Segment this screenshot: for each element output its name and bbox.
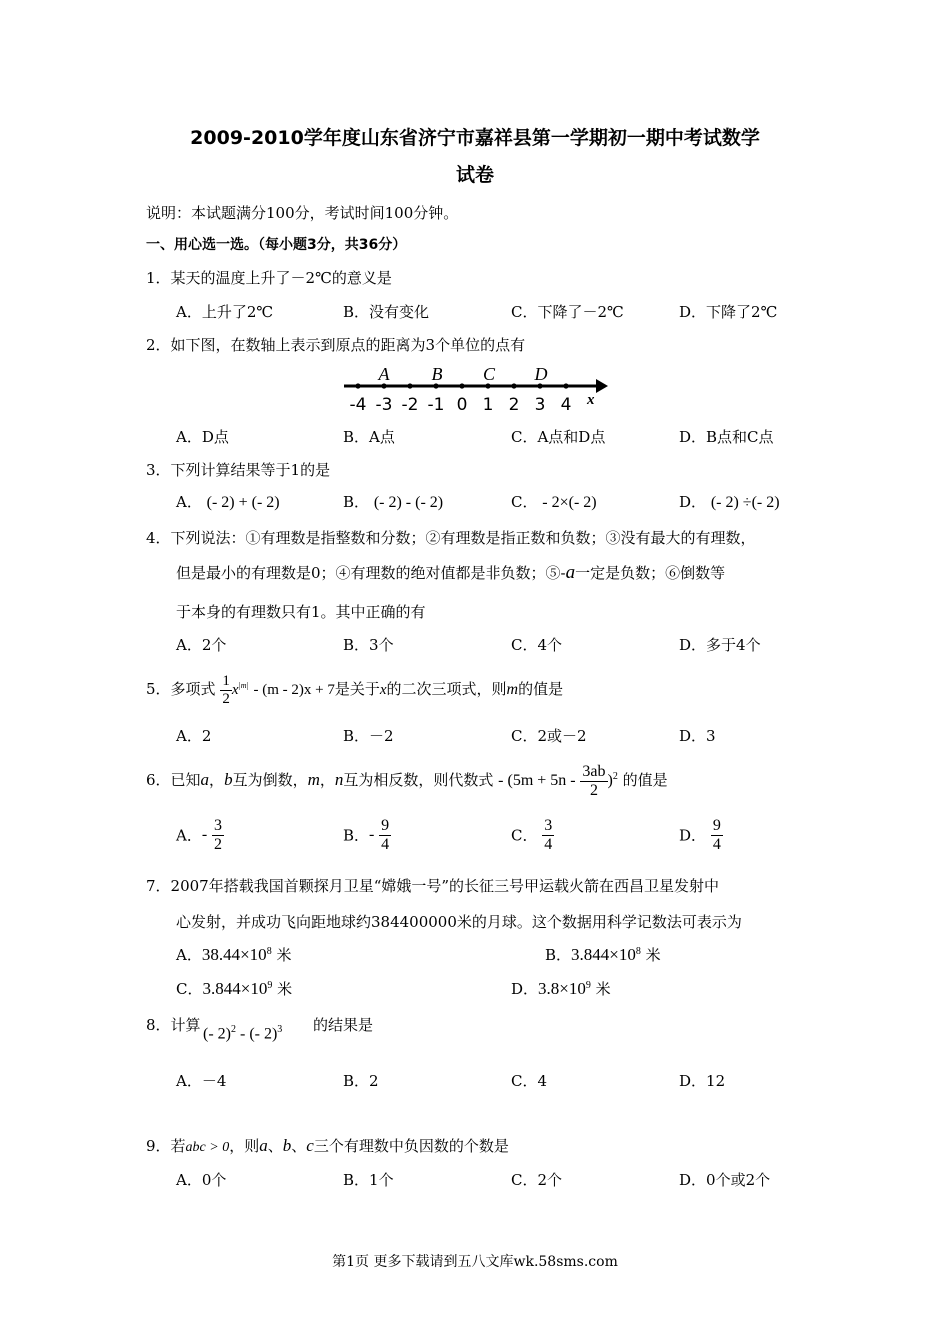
q6-t2: 互为相反数，则代数式 [343, 771, 494, 789]
q6-exp: 2 [612, 771, 618, 782]
q9-option-d: D．0个或2个 [679, 1171, 771, 1189]
q6-b-label: B． [343, 826, 370, 845]
q7-a-label: A． [176, 946, 202, 964]
tick-mark [537, 383, 542, 388]
question-7-line2: 心发射，并成功飞向距地球约384400000米的月球。这个数据用科学记数法可表示为 [176, 913, 742, 931]
q4-option-a: A．2个 [176, 636, 227, 654]
question-4-line1: 4．下列说法：①有理数是指整数和分数；②有理数是指正数和负数；③没有最大的有理数， [146, 529, 756, 547]
q5-post: 的值是 [518, 680, 564, 698]
question-9-stem [146, 1135, 509, 1156]
q2-option-b: B．A点 [343, 428, 395, 446]
page-title-line2: 试卷 [455, 164, 494, 186]
q3-option-b [343, 491, 443, 512]
q2-option-a: A．D点 [176, 428, 229, 446]
q5-var-m: m [506, 681, 519, 698]
q8-option-b: B．2 [343, 1072, 379, 1090]
axis-label-x: x [587, 392, 595, 408]
page-footer: 第1页 更多下载请到五八文库wk.58sms.com [332, 1254, 618, 1270]
q3-option-d [679, 491, 780, 512]
question-5-stem [146, 666, 563, 710]
question-4-line3: 于本身的有理数只有1。其中正确的有 [176, 603, 426, 621]
q3-d-label: D． [679, 493, 707, 511]
q9-var-b: b [282, 1136, 292, 1155]
q5-x: x [231, 682, 239, 698]
q6-c-label: C． [511, 826, 538, 845]
q8-option-a: A．－4 [176, 1072, 227, 1090]
q9-mid: ，则 [229, 1137, 260, 1155]
q7-option-c [176, 978, 292, 999]
tick-label: 1 [482, 395, 494, 414]
q7-c-label: C． [176, 980, 203, 998]
q8-op: - [235, 1025, 250, 1043]
q9-option-a: A．0个 [176, 1171, 227, 1189]
q6-var-m: m [307, 770, 320, 789]
question-8-post: 的结果是 [313, 1016, 374, 1034]
q7-b-base: 3.844×10 [571, 945, 636, 964]
question-7-line1: 7．2007年搭载我国首颗探月卫星“嫦娥一号”的长征三号甲运载火箭在西昌卫星发射中 [146, 877, 720, 895]
question-2-stem: 2．如下图，在数轴上表示到原点的距离为3个单位的点有 [146, 336, 526, 354]
q6-d-frac [711, 817, 723, 853]
q6-option-d [679, 817, 723, 853]
question-6-stem [146, 755, 668, 803]
q7-b-label: B． [545, 946, 572, 964]
q5-option-b: B．－2 [343, 727, 394, 745]
q6-sep: ， [209, 771, 225, 789]
tick-mark [485, 383, 490, 388]
q8-expr1: (- 2) [203, 1025, 231, 1043]
q7-a-base: 38.44×10 [201, 945, 267, 964]
q5-option-d: D．3 [679, 727, 716, 745]
q3-b-expr: (- 2) - (- 2) [373, 494, 444, 511]
q6-d-label: D． [679, 826, 707, 845]
q6-expr-pre: - (5m + 5n - [498, 772, 576, 789]
number-line-figure [340, 362, 620, 414]
q5-frac-num: 1 [222, 673, 230, 689]
q5-option-a: A．2 [176, 727, 212, 745]
q6-t1: 互为倒数， [232, 771, 308, 789]
q7-a-exp: 8 [266, 946, 272, 957]
point-label-A: A [378, 364, 390, 384]
q9-option-b: B．1个 [343, 1171, 394, 1189]
q8-exp1: 2 [230, 1024, 236, 1035]
tick-label: -2 [401, 395, 419, 414]
tick-label: 2 [508, 395, 520, 414]
q6-var-b: b [224, 770, 233, 789]
q6-a-sign: - [201, 826, 208, 844]
tick-mark [563, 383, 568, 388]
q7-c-unit: 米 [277, 980, 293, 998]
q6-a-num: 3 [213, 817, 222, 834]
q3-c-label: C． [511, 493, 538, 511]
tick-label: 0 [456, 395, 468, 414]
q7-d-label: D． [511, 980, 539, 998]
tick-label: -1 [427, 395, 445, 414]
q6-frac-den: 2 [589, 781, 598, 799]
q6-d-num: 9 [712, 817, 721, 834]
q9-option-c: C．2个 [511, 1171, 563, 1189]
q8-exp2: 3 [277, 1024, 283, 1035]
q4-option-b: B．3个 [343, 636, 394, 654]
q3-option-a [176, 491, 280, 512]
q2-option-c: C．A点和D点 [511, 428, 606, 446]
question-4-line2 [176, 562, 725, 584]
q7-option-b [545, 944, 661, 965]
q3-option-c [511, 491, 597, 512]
q5-var-x: x [379, 682, 387, 698]
q9-var-c: c [306, 1136, 314, 1155]
q7-c-exp: 9 [267, 980, 273, 991]
tick-mark [381, 383, 386, 388]
point-labels [378, 364, 548, 384]
q6-d-den: 4 [712, 835, 721, 853]
q5-option-c: C．2或－2 [511, 727, 587, 745]
q4-option-d: D．多于4个 [679, 636, 761, 654]
q8-option-c: C．4 [511, 1072, 548, 1090]
q2-option-d: D．B点和C点 [679, 428, 774, 446]
q6-frac-num: 3ab [582, 762, 606, 780]
tick-mark [511, 383, 516, 388]
q6-option-c [511, 817, 554, 853]
q9-cond: abc > 0 [185, 1140, 230, 1155]
q9-var-a: a [259, 1136, 268, 1155]
q6-expr-post: ) [607, 772, 613, 789]
q5-frac-den: 2 [222, 690, 230, 707]
q9-sep1: 、 [267, 1137, 283, 1155]
q8-expression [203, 1024, 282, 1043]
q4-line2-a: 但是最小的有理数是0；④有理数的绝对值都是非负数；⑤- [176, 564, 566, 582]
q9-sep2: 、 [291, 1137, 307, 1155]
point-label-D: D [534, 364, 548, 384]
tick-mark [407, 383, 412, 388]
question-3-stem: 3．下列计算结果等于1的是 [146, 461, 331, 479]
q3-a-label: A． [176, 493, 202, 511]
q3-b-label: B． [343, 493, 370, 511]
question-1-stem: 1．某天的温度上升了－2℃的意义是 [146, 269, 392, 287]
q1-option-b: B．没有变化 [343, 303, 430, 321]
q7-b-unit: 米 [645, 946, 661, 964]
q6-b-num: 9 [381, 817, 390, 834]
q5-exp: |m| [238, 681, 249, 690]
q5-pre: 5．多项式 [146, 680, 216, 698]
q7-b-exp: 8 [635, 946, 641, 957]
q6-b-den: 4 [381, 835, 390, 853]
q5-mid-expr: - (m - 2)x + 7 [253, 682, 335, 698]
q9-post: 三个有理数中负因数的个数是 [313, 1137, 509, 1155]
q7-option-a [176, 944, 291, 965]
q6-var-n: n [334, 770, 344, 789]
q6-option-b [343, 817, 391, 853]
q8-expr2: (- 2) [249, 1025, 278, 1043]
tick-mark [355, 383, 360, 388]
question-8-pre: 8．计算 [146, 1016, 201, 1034]
tick-labels [350, 383, 572, 414]
tick-label: -4 [349, 395, 367, 414]
q6-a-label: A． [176, 826, 202, 845]
q6-c-num: 3 [544, 817, 553, 834]
q6-sep2: ， [319, 771, 335, 789]
tick-mark [433, 383, 438, 388]
q5-mid3: 的二次三项式，则 [386, 680, 507, 698]
q5-mid2: 是关于 [334, 680, 380, 698]
q3-c-expr: - 2×(- 2) [542, 494, 597, 511]
q1-option-d: D．下降了2℃ [679, 303, 778, 321]
tick-label: 4 [560, 395, 572, 414]
q6-a-den: 2 [213, 835, 222, 853]
number-line-arrow [596, 379, 608, 393]
q6-var-a: a [200, 770, 210, 789]
point-label-C: C [482, 364, 496, 384]
q4-var-a: a [565, 562, 576, 583]
q3-a-expr: (- 2) + (- 2) [206, 494, 280, 511]
page-title: 2009-2010学年度山东省济宁市嘉祥县第一学期初一期中考试数学 [190, 127, 760, 149]
section-heading: 一、用心选一选。（每小题3分，共36分） [146, 237, 407, 253]
q6-option-a [176, 817, 224, 853]
exam-note: 说明：本试题满分100分，考试时间100分钟。 [146, 204, 459, 222]
q6-b-sign: - [369, 826, 375, 844]
q6-pre: 6．已知 [146, 771, 201, 789]
point-label-B: B [431, 364, 443, 384]
q7-d-exp: 9 [585, 980, 591, 991]
q6-post: 的值是 [622, 771, 668, 789]
q6-c-frac [542, 817, 554, 853]
q7-c-base: 3.844×10 [202, 979, 268, 998]
q9-pre: 9．若 [146, 1137, 186, 1155]
q7-option-d [511, 978, 611, 999]
q8-option-d: D．12 [679, 1072, 726, 1090]
tick-label: -3 [375, 395, 393, 414]
q7-d-unit: 米 [595, 980, 611, 998]
tick-label: 3 [534, 395, 546, 414]
q6-b-frac [379, 817, 391, 853]
q3-d-expr: (- 2) ÷(- 2) [710, 494, 780, 511]
q1-option-a: A．上升了2℃ [176, 303, 274, 321]
q4-option-c: C．4个 [511, 636, 563, 654]
q7-d-base: 3.8×10 [538, 979, 586, 998]
tick-mark [459, 383, 464, 388]
q7-a-unit: 米 [276, 946, 292, 964]
q5-fraction [220, 673, 232, 707]
q4-line2-b: 一定是负数；⑥倒数等 [575, 564, 726, 582]
q6-a-frac [212, 817, 224, 853]
q1-option-c: C．下降了－2℃ [511, 303, 624, 321]
q6-fraction [580, 763, 607, 799]
q6-c-den: 4 [544, 835, 553, 853]
